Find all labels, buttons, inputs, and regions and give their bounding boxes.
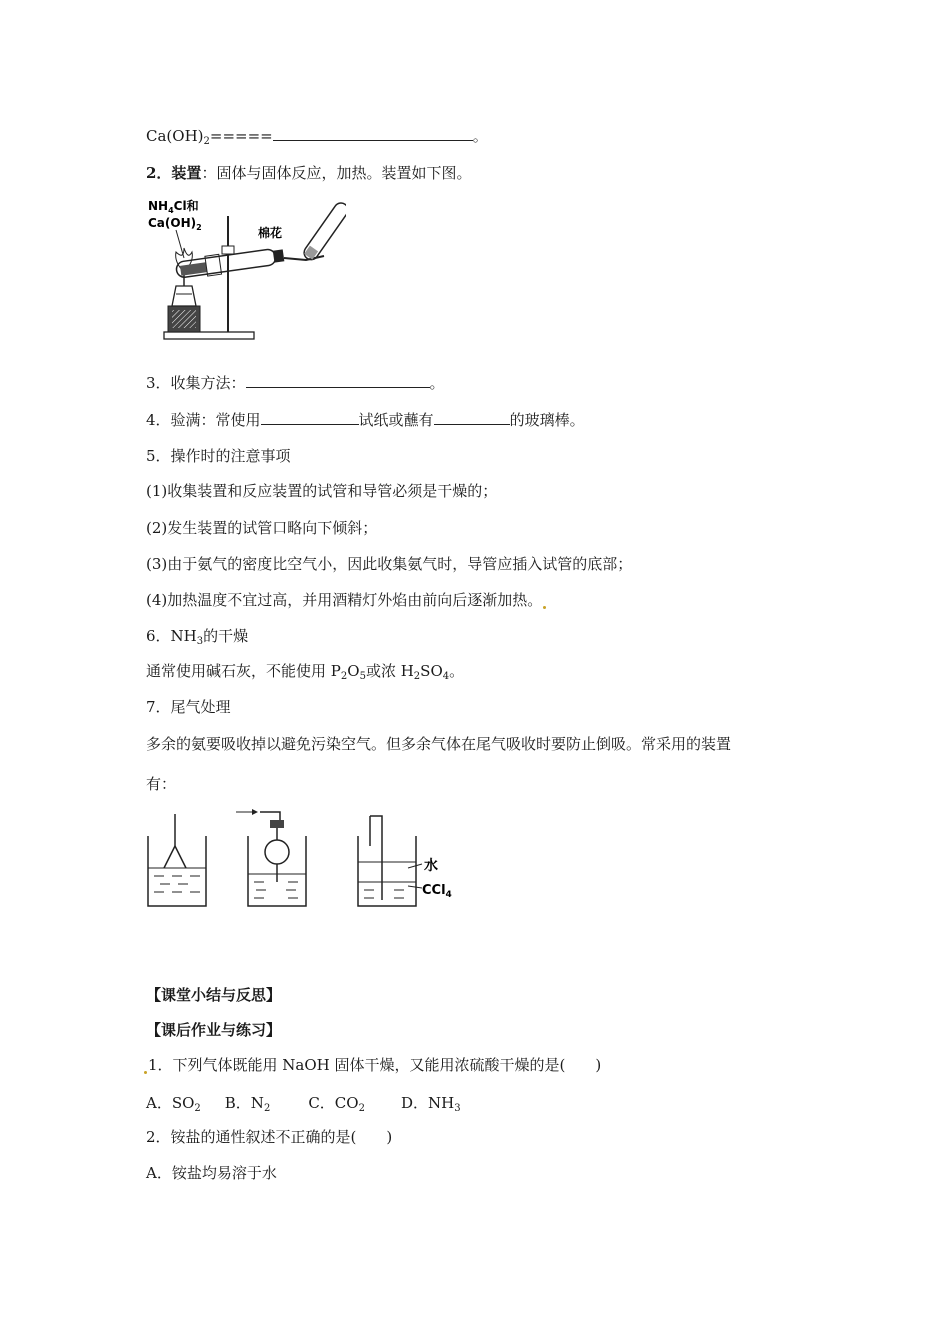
period: 。 [472,127,488,145]
drying-text-a: 6．NH [146,627,197,645]
ccl4-label: CCl$_4$ [422,883,452,900]
mark-dot [543,606,546,609]
test-full-line [146,410,585,430]
precaution-3: (3)由于氨气的密度比空气小，因此收集氨气时，导管应插入试管的底部； [146,555,633,573]
question-2-option-a[interactable]: A．铵盐均易溶于水 [146,1164,277,1182]
drying-text-b: 的干燥 [203,627,249,645]
option-a[interactable]: A．$SO_2$ [146,1094,201,1114]
answer-blank[interactable] [246,373,430,388]
test-text-a: 4．验满：常使用 [146,411,261,429]
ammonia-apparatus-figure [146,196,346,346]
precaution-4 [146,590,547,610]
collection-method-label: 3．收集方法： [146,374,246,392]
collection-method-line [146,373,445,393]
apparatus-text: ：固体与固体反应，加热。装置如下图。 [201,164,472,182]
equals-sign: ===== [209,127,273,145]
tail-gas-description-cont: 有： [146,775,177,793]
tail-gas-heading: 7．尾气处理 [146,698,231,716]
cotton-label: 棉花 [258,226,283,240]
question-2: 2．铵盐的通性叙述不正确的是( ) [146,1128,393,1146]
subscript: 2 [340,671,348,682]
subscript: 4 [442,671,450,682]
drying-heading [146,626,248,646]
option-d[interactable]: D．$NH_3$ [400,1094,461,1114]
question-1 [143,1055,601,1075]
subscript: 2 [413,671,421,682]
option-b[interactable]: B．$N_2$ [224,1094,271,1114]
test-text-b: 试纸或蘸有 [358,411,434,429]
formula-text: Ca(OH) [146,127,204,145]
option-c[interactable]: C．$CO_2$ [308,1094,365,1114]
subscript: 5 [359,671,366,682]
period: 。 [449,662,465,680]
reagent-label-2: $Ca(OH)_2$ [148,216,202,232]
precaution-2: (2)发生装置的试管口略向下倾斜； [146,519,378,537]
water-label: 水 [424,858,438,874]
drying-description [146,661,464,681]
test-text-c: 的玻璃棒。 [509,411,585,429]
answer-blank[interactable] [273,126,473,141]
equation-line [146,126,488,146]
beaker-two-layers [358,816,452,906]
precaution-1: (1)收集装置和反应装置的试管和导管必须是干燥的； [146,482,498,500]
homework-heading: 【课后作业与练习】 [146,1021,282,1039]
absorption-devices-figure [146,806,466,912]
subscript: 2 [203,136,210,147]
reagent-label-1: $NH_4Cl$和 [148,199,199,215]
drying-desc-d: SO [420,662,443,680]
beaker-funnel [148,814,206,906]
drying-desc-c: 或浓 H [365,662,414,680]
tail-gas-description: 多余的氨要吸收掉以避免污染空气。但多余气体在尾气吸收时要防止倒吸。常采用的装置 [146,735,732,753]
subscript: 3 [196,636,204,647]
drying-desc-a: 通常使用碱石灰，不能使用 P [146,662,341,680]
precaution-4-text: (4)加热温度不宜过高，并用酒精灯外焰由前向后逐渐加热。 [146,591,543,609]
answer-blank[interactable] [434,410,510,425]
question-1-text: 1．下列气体既能用 NaOH 固体干燥，又能用浓硫酸干燥的是( ) [148,1056,602,1074]
apparatus-heading [146,163,471,183]
precautions-heading: 5．操作时的注意事项 [146,447,291,465]
apparatus-label: 2．装置 [146,164,202,182]
answer-blank[interactable] [261,410,359,425]
question-1-options [146,1093,461,1113]
beaker-bulb [236,809,306,906]
mark-dot [144,1071,147,1074]
period: 。 [429,374,445,392]
summary-heading: 【课堂小结与反思】 [146,986,282,1004]
drying-desc-b: O [347,662,360,680]
